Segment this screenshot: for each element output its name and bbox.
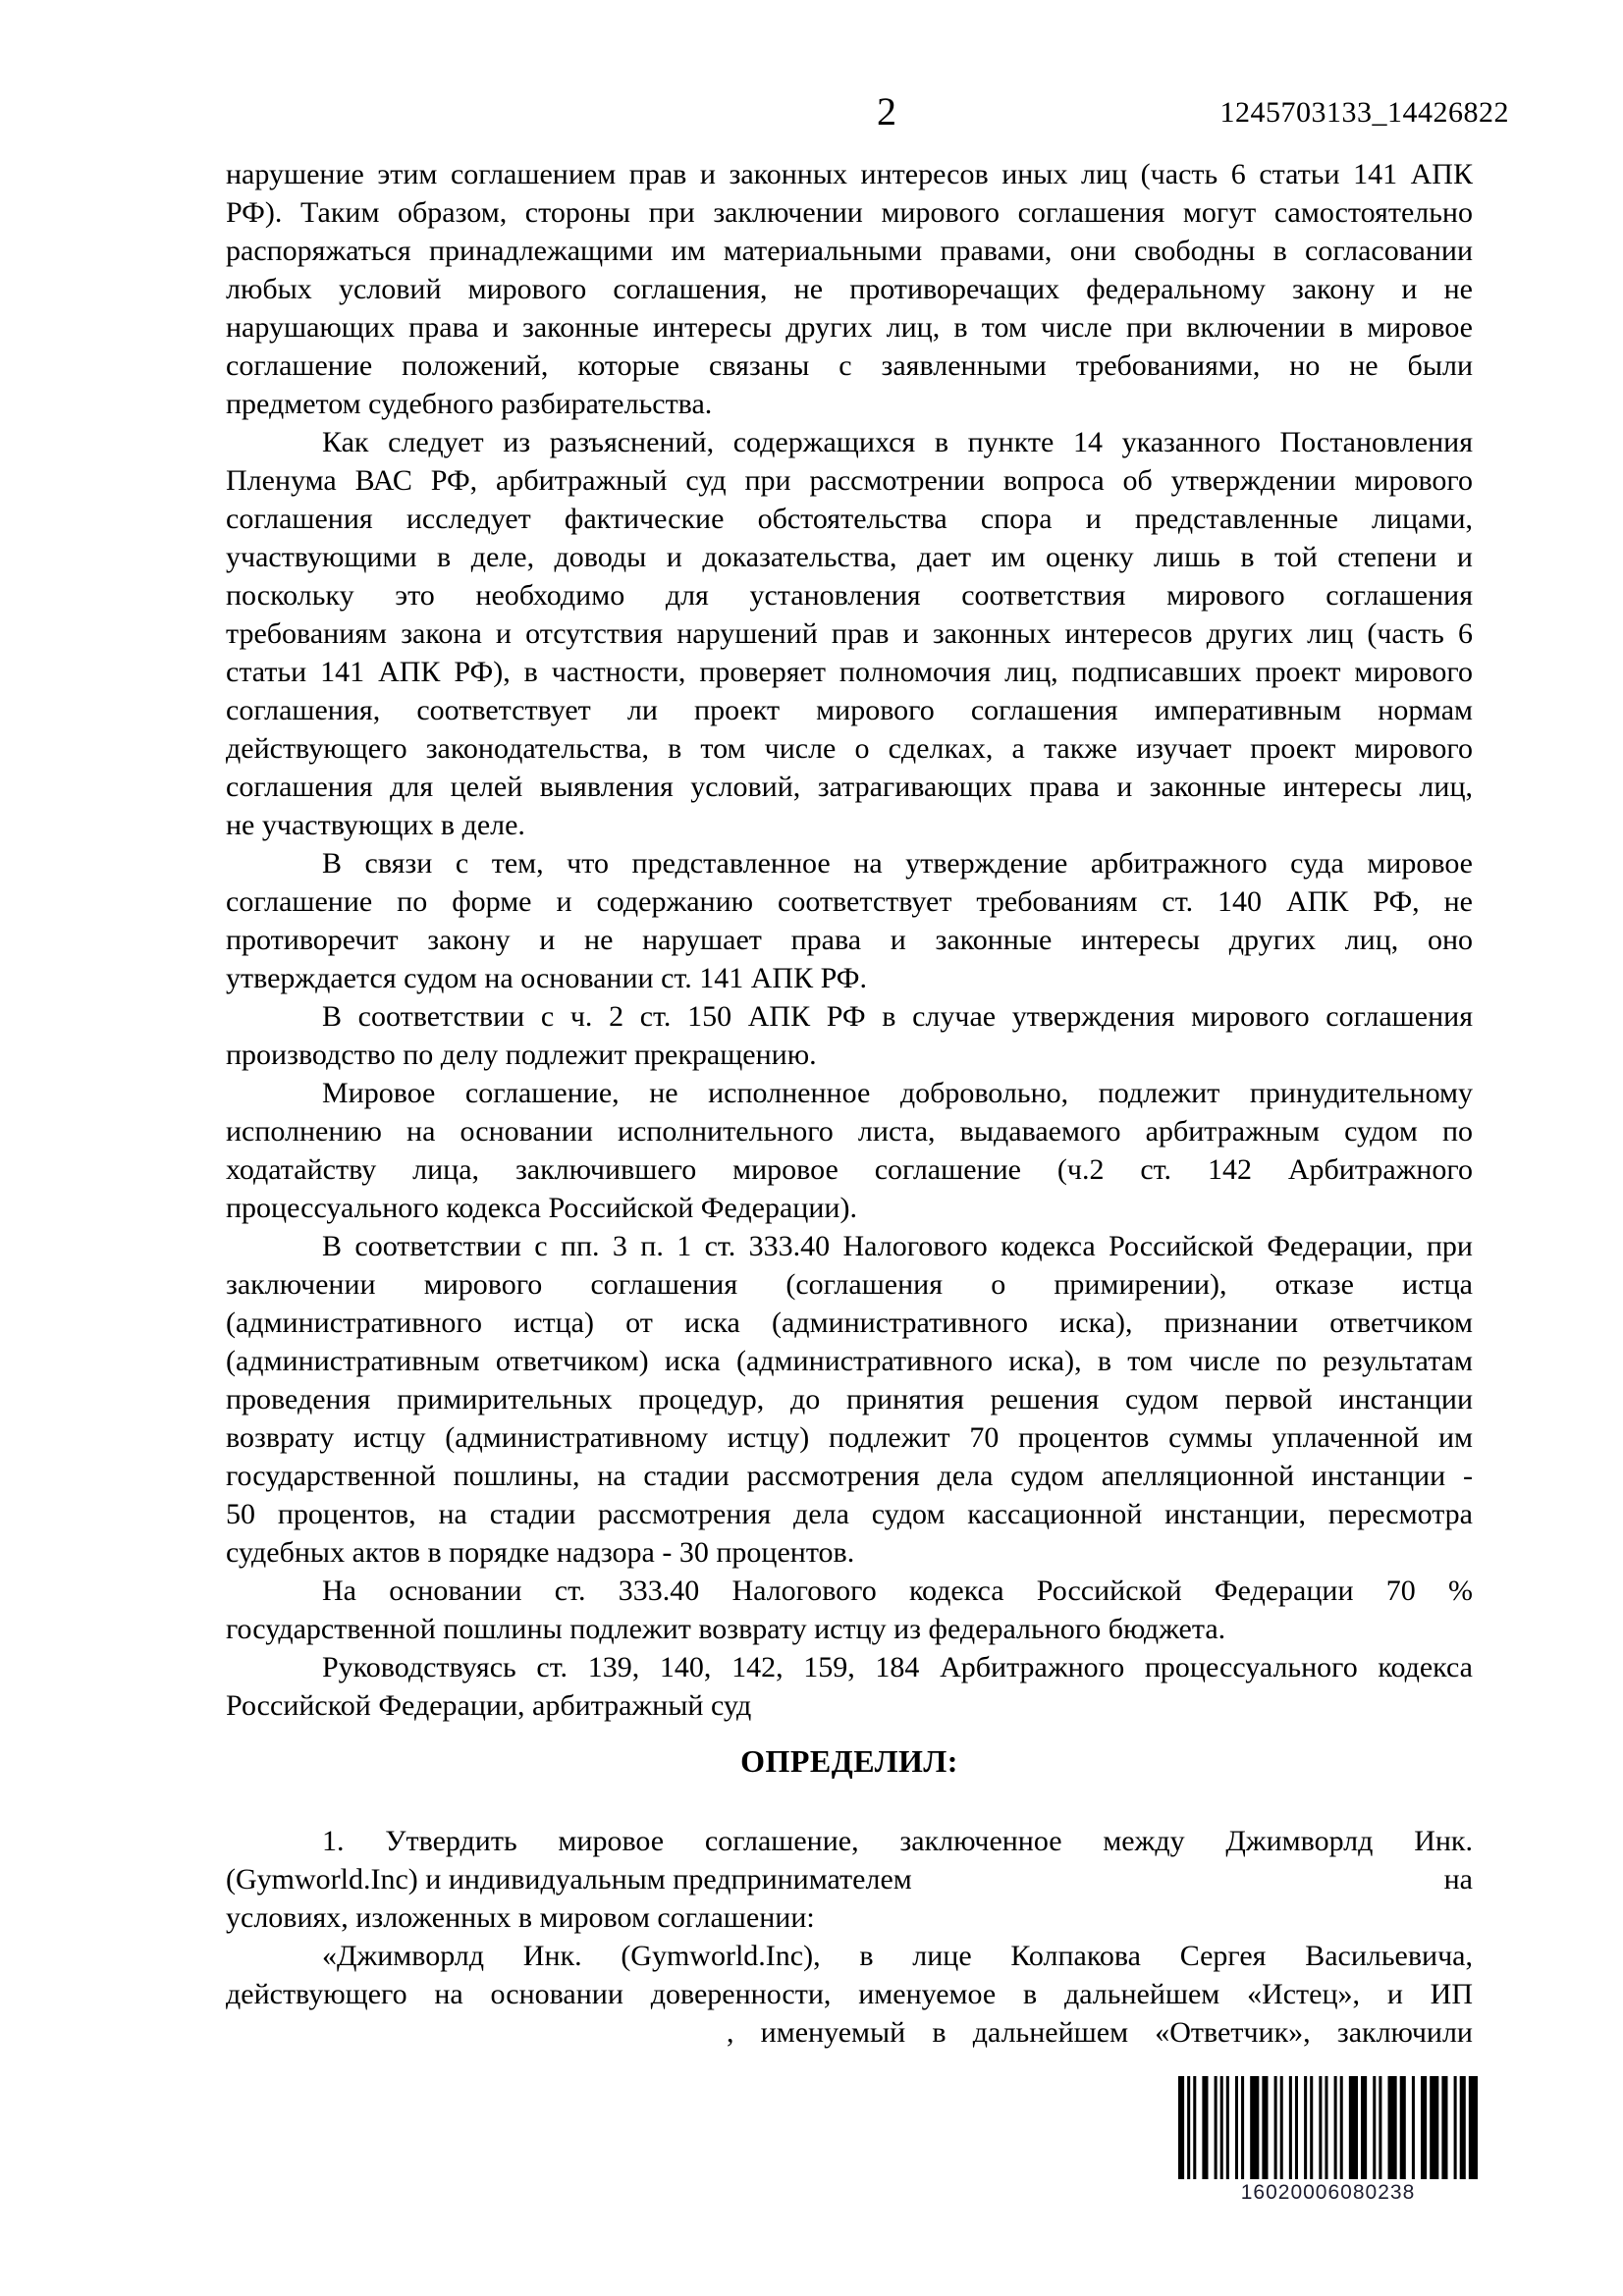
text-line: любых условий мирового соглашения, не противоречащих федеральному закону и не xyxy=(226,273,1473,305)
text-line: предметом судебного разбирательства. xyxy=(226,388,713,420)
section-heading: ОПРЕДЕЛИЛ: xyxy=(740,1743,958,1779)
text-line: Российской Федерации, арбитражный суд xyxy=(226,1689,752,1722)
text-line: процессуального кодекса Российской Федерации). xyxy=(226,1192,857,1224)
text-line: В соответствии с пп. 3 п. 1 ст. 333.40 Налогового кодекса Российской Федерации, при xyxy=(322,1230,1473,1262)
paragraph xyxy=(226,423,1473,844)
text-line: 50 процентов, на стадии рассмотрения дела судом кассационной инстанции, пересмотра xyxy=(226,1498,1473,1530)
text-line: статьи 141 АПК РФ), в частности, проверяет полномочия лиц, подписавших проект мирового xyxy=(226,656,1473,688)
barcode-number: 16020006080238 xyxy=(1240,2181,1416,2204)
text-line: противоречит закону и не нарушает права и законные интересы других лиц, оно xyxy=(226,924,1473,956)
text-line: судебных актов в порядке надзора - 30 процентов. xyxy=(226,1536,855,1569)
barcode xyxy=(1178,2076,1478,2205)
paragraph xyxy=(226,155,1473,423)
text-line: требованиям закона и отсутствия нарушений прав и законных интересов других лиц (часть 6 xyxy=(226,617,1473,650)
text-line: Руководствуясь ст. 139, 140, 142, 159, 184 Арбитражного процессуального кодекса xyxy=(322,1651,1473,1683)
text-line: ходатайству лица, заключившего мировое соглашение (ч.2 ст. 142 Арбитражного xyxy=(226,1153,1473,1186)
text-line: На основании ст. 333.40 Налогового кодекса Российской Федерации 70 % xyxy=(322,1575,1473,1607)
text-line: Как следует из разъяснений, содержащихся в пункте 14 указанного Постановления xyxy=(322,426,1473,458)
text-line: участвующими в деле, доводы и доказательства, дает им оценку лишь в той степени и xyxy=(226,541,1473,573)
text-line: распоряжаться принадлежащими им материальными правами, они свободны в согласовании xyxy=(226,235,1473,267)
paragraph xyxy=(226,1937,1473,2052)
text-line: государственной пошлины подлежит возврату истцу из федерального бюджета. xyxy=(226,1613,1226,1645)
paragraph xyxy=(226,844,1473,997)
text-line: утверждается судом на основании ст. 141 АПК РФ. xyxy=(226,962,867,994)
text-line: государственной пошлины, на стадии рассмотрения дела судом апелляционной инстанции - xyxy=(226,1460,1473,1492)
text-line: Мировое соглашение, не исполненное добровольно, подлежит принудительному xyxy=(322,1077,1473,1109)
text-line: проведения примирительных процедур, до принятия решения судом первой инстанции xyxy=(226,1383,1473,1415)
text-line: не участвующих в деле. xyxy=(226,809,525,841)
text-line xyxy=(226,1860,1473,1898)
text-line: исполнению на основании исполнительного листа, выдаваемого арбитражным судом по xyxy=(226,1115,1473,1148)
paragraph xyxy=(226,1227,1473,1572)
text-line: В соответствии с ч. 2 ст. 150 АПК РФ в случае утверждения мирового соглашения xyxy=(322,1000,1473,1033)
document-id: 1245703133_14426822 xyxy=(1219,96,1509,129)
text-line: соглашения для целей выявления условий, затрагивающих права и законные интересы лиц, xyxy=(226,771,1473,803)
text-line: нарушение этим соглашением прав и законных интересов иных лиц (часть 6 статьи 141 АПК xyxy=(226,158,1473,190)
text-line: соглашение по форме и содержанию соответствует требованиям ст. 140 АПК РФ, не xyxy=(226,885,1473,918)
text-line: производство по делу подлежит прекращению. xyxy=(226,1039,817,1071)
text-line: 1. Утвердить мировое соглашение, заключенное между Джимворлд Инк. xyxy=(322,1825,1473,1857)
text-line: нарушающих права и законные интересы других лиц, в том числе при включении в мировое xyxy=(226,311,1473,344)
text-line: соглашения исследует фактические обстоятельства спора и представленные лицами, xyxy=(226,503,1473,535)
text-line: действующего законодательства, в том числе о сделках, а также изучает проект мирового xyxy=(226,732,1473,765)
document-body xyxy=(226,155,1473,2052)
text-segment: (Gymworld.Inc) и индивидуальным предпринимателем xyxy=(226,1863,912,1896)
text-line: РФ). Таким образом, стороны при заключении мирового соглашения могут самостоятельно xyxy=(226,196,1473,229)
text-line: действующего на основании доверенности, именуемое в дальнейшем «Истец», и ИП xyxy=(226,1978,1473,2010)
text-line: Пленума ВАС РФ, арбитражный суд при рассмотрении вопроса об утверждении мирового xyxy=(226,464,1473,497)
paragraph xyxy=(226,1822,1473,1937)
text-line: возврату истцу (административному истцу) подлежит 70 процентов суммы уплаченной им xyxy=(226,1421,1473,1454)
text-segment: на xyxy=(1443,1863,1473,1896)
text-line: (административным ответчиком) иска (административного иска), в том числе по результатам xyxy=(226,1345,1473,1377)
text-line: заключении мирового соглашения (соглашения о примирении), отказе истца xyxy=(226,1268,1473,1301)
text-line: соглашение положений, которые связаны с заявленными требованиями, но не были xyxy=(226,349,1473,382)
paragraph xyxy=(226,1648,1473,1725)
paragraph xyxy=(226,1572,1473,1648)
text-line: условиях, изложенных в мировом соглашении: xyxy=(226,1901,815,1934)
text-line: , именуемый в дальнейшем «Ответчик», заключили xyxy=(226,2013,1473,2052)
page-number: 2 xyxy=(877,89,896,133)
paragraph xyxy=(226,1074,1473,1227)
text-line: поскольку это необходимо для установления соответствия мирового соглашения xyxy=(226,579,1473,612)
redaction-gap xyxy=(226,2041,727,2042)
text-line: «Джимворлд Инк. (Gymworld.Inc), в лице Колпакова Сергея Васильевича, xyxy=(322,1940,1473,1972)
paragraph xyxy=(226,997,1473,1074)
barcode-image xyxy=(1178,2076,1478,2179)
text-line: В связи с тем, что представленное на утверждение арбитражного суда мировое xyxy=(322,847,1473,880)
text-line: (административного истца) от иска (административного иска), признании ответчиком xyxy=(226,1307,1473,1339)
text-line: соглашения, соответствует ли проект мирового соглашения императивным нормам xyxy=(226,694,1473,726)
